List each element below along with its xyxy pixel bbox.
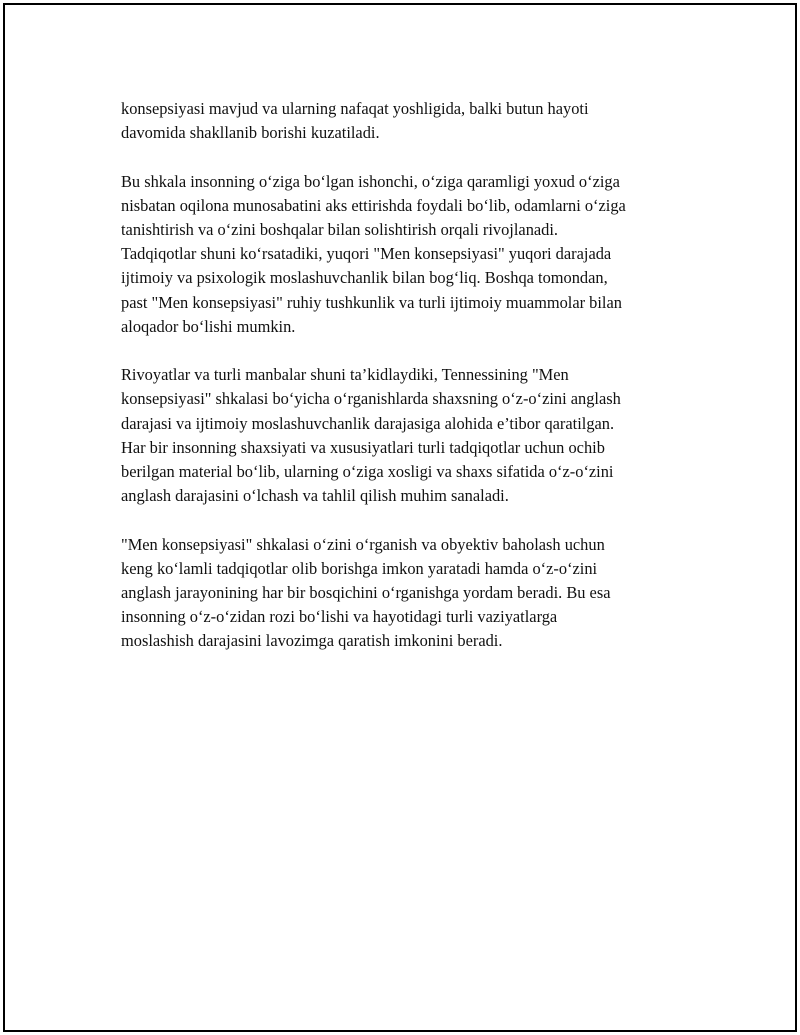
text-line: tanishtirish va o‘zini boshqalar bilan solishtirish orqali rivojlanadi. — [121, 220, 559, 239]
text-line: berilgan material bo‘lib, ularning o‘ziga xosligi va shaxs sifatida o‘z-o‘zini — [121, 462, 614, 482]
text-line: "Men konsepsiyasi" shkalasi o‘zini o‘rganish va obyektiv baholash uchun — [121, 534, 605, 554]
text-line: konsepsiyasi" shkalasi bo‘yicha o‘rganishlarda shaxsning o‘z-o‘zini anglash — [121, 389, 621, 409]
text-line: ijtimoiy va psixologik moslashuvchanlik bilan bog‘liq. Boshqa tomondan, — [121, 268, 608, 288]
text-line: Tadqiqotlar shuni ko‘rsatadiki, yuqori "Men konsepsiyasi" yuqori darajada — [121, 244, 612, 264]
paragraph-2 — [121, 170, 701, 339]
text-line: anglash darajasini o‘lchash va tahlil qilish muhim sanaladi. — [121, 486, 509, 506]
text-line: darajasi va ijtimoiy moslashuvchanlik darajasiga alohida e’tibor qaratilgan. — [121, 413, 615, 433]
text-line: davomida shakllanib borishi kuzatiladi. — [121, 123, 380, 143]
text-line: anglash jarayonining har bir bosqichini o‘rganishga yordam beradi. Bu esa — [121, 583, 611, 603]
text-line: aloqador bo‘lishi mumkin. — [121, 316, 296, 336]
text-line: past "Men konsepsiyasi" ruhiy tushkunlik va turli ijtimoiy muammolar bilan — [121, 292, 622, 312]
paragraph-4 — [121, 533, 701, 654]
text-line: Har bir insonning shaxsiyati va xususiyatlari turli tadqiqotlar uchun ochib — [121, 437, 605, 457]
text-line: Rivoyatlar va turli manbalar shuni ta’kidlaydiki, Tennessining "Men — [121, 365, 569, 385]
text-line: Bu shkala insonning o‘ziga bo‘lgan ishonchi, o‘ziga qaramligi yoxud o‘ziga — [121, 171, 620, 191]
paragraph-1 — [121, 97, 701, 145]
document-body — [121, 97, 701, 678]
page-frame — [3, 3, 797, 1032]
text-line: keng ko‘lamli tadqiqotlar olib borishga imkon yaratadi hamda o‘z-o‘zini — [121, 558, 598, 578]
text-line: insonning o‘z-o‘zidan rozi bo‘lishi va hayotidagi turli vaziyatlarga — [121, 607, 558, 627]
text-line: konsepsiyasi mavjud va ularning nafaqat yoshligida, balki butun hayoti — [121, 99, 589, 118]
paragraph-3 — [121, 363, 701, 508]
text-line: nisbatan oqilona munosabatini aks ettirishda foydali bo‘lib, odamlarni o‘ziga — [121, 195, 626, 215]
text-line: moslashish darajasini lavozimga qaratish imkonini beradi. — [121, 631, 503, 651]
